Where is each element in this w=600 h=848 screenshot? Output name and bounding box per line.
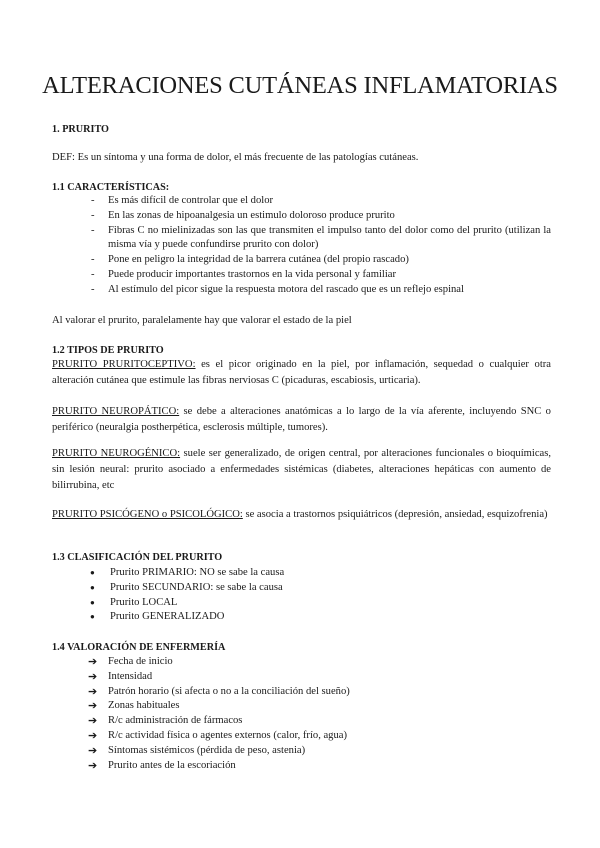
characteristics-list xyxy=(0,194,600,298)
list-item: ➔ R/c administración de fármacos xyxy=(88,715,243,728)
arrow-icon: ➔ xyxy=(88,729,98,742)
list-item: - Puede producir importantes trastornos en la vida personal y familiar xyxy=(91,268,397,280)
list-item: - Fibras C no mielinizadas son las que transmiten el impulso tanto del dolor como del prurito (utilizan la misma vía y puede confundirse prurito con dolor) xyxy=(91,224,551,251)
type-name: PRURITO PSICÓGENO o PSICOLÓGICO: xyxy=(52,509,243,520)
section-1-2-heading: 1.2 TIPOS DE PRURITO xyxy=(52,345,164,356)
arrow-icon: ➔ xyxy=(88,670,98,683)
definition-text: DEF: Es un síntoma y una forma de dolor, el más frecuente de las patologías cutáneas. xyxy=(52,152,419,163)
section-1-3-heading: 1.3 CLASIFICACIÓN DEL PRURITO xyxy=(52,552,223,563)
list-item: - Pone en peligro la integridad de la barrera cutánea (del propio rascado) xyxy=(91,254,409,266)
list-item: - En las zonas de hipoanalgesia un estimulo doloroso produce prurito xyxy=(91,209,395,221)
list-item: ➔ Zonas habituales xyxy=(88,700,180,713)
document-title: ALTERACIONES CUTÁNEAS INFLAMATORIAS xyxy=(42,72,558,99)
list-item: ➔ Síntomas sistémicos (pérdida de peso, astenia) xyxy=(88,744,306,757)
type-name: PRURITO NEUROGÉNICO: xyxy=(52,448,181,459)
list-item: ➔ Prurito antes de la escoriación xyxy=(88,759,236,772)
list-item: ➔ Intensidad xyxy=(88,670,153,683)
type-description: es el picor originado en la piel, por inflamación, sequedad o cualquier otra alteración cutánea que estimule las fibras nerviosas C (picaduras, escabiosis, urticaria). xyxy=(52,359,551,386)
arrow-icon: ➔ xyxy=(88,715,98,728)
list-item: ● Prurito SECUNDARIO: se sabe la causa xyxy=(90,581,283,593)
type-description: suele ser generalizado, de origen central, por alteraciones funcionales o bioquímicas, sin lesión neural: prurito asociado a enfermedades sistémicas (diabetes, alteraciones hepáticas con aumento de bilirrubina, etc xyxy=(52,448,551,491)
type-neuropathic xyxy=(52,404,551,436)
type-neurogenic xyxy=(52,446,551,494)
list-item: ● Prurito PRIMARIO: NO se sabe la causa xyxy=(90,567,285,578)
type-name: PRURITO NEUROPÁTICO: xyxy=(52,406,180,417)
list-item: ● Prurito GENERALIZADO xyxy=(90,611,225,623)
type-psychogenic xyxy=(52,507,551,523)
arrow-icon: ➔ xyxy=(88,700,98,713)
section-1-heading: 1. PRURITO xyxy=(52,124,109,135)
arrow-icon: ➔ xyxy=(88,759,98,772)
classification-list xyxy=(0,566,600,625)
arrow-icon: ➔ xyxy=(88,656,98,668)
section-1-1-heading: 1.1 CARACTERÍSTICAS: xyxy=(52,182,170,193)
arrow-icon: ➔ xyxy=(88,744,98,757)
type-description: se asocia a trastornos psiquiátricos (depresión, ansiedad, esquizofrenia) xyxy=(242,509,548,520)
type-description: se debe a alteraciones anatómicas a lo largo de la vía aferente, incluyendo SNC o periférico (neuralgia postherpética, esclerosis múltiple, tumores). xyxy=(52,406,551,433)
list-item: ● Prurito LOCAL xyxy=(90,596,178,608)
list-item: ➔ Fecha de inicio xyxy=(88,656,173,668)
arrow-icon: ➔ xyxy=(88,685,98,698)
assessment-note: Al valorar el prurito, paralelamente hay que valorar el estado de la piel xyxy=(52,315,352,326)
nursing-assessment-list xyxy=(0,655,600,773)
list-item: ➔ R/c actividad física o agentes externos (calor, frío, agua) xyxy=(88,729,348,742)
section-1-4-heading: 1.4 VALORACIÓN DE ENFERMERÍA xyxy=(52,642,226,653)
list-item: - Es más difícil de controlar que el dolor xyxy=(91,195,274,206)
list-item: - Al estímulo del picor sigue la respuesta motora del rascado que es un reflejo espinal xyxy=(91,283,464,295)
type-name: PRURITO PRURITOCEPTIVO: xyxy=(52,359,196,370)
type-pruritoceptive xyxy=(52,357,551,389)
list-item: ➔ Patrón horario (si afecta o no a la conciliación del sueño) xyxy=(88,685,350,698)
